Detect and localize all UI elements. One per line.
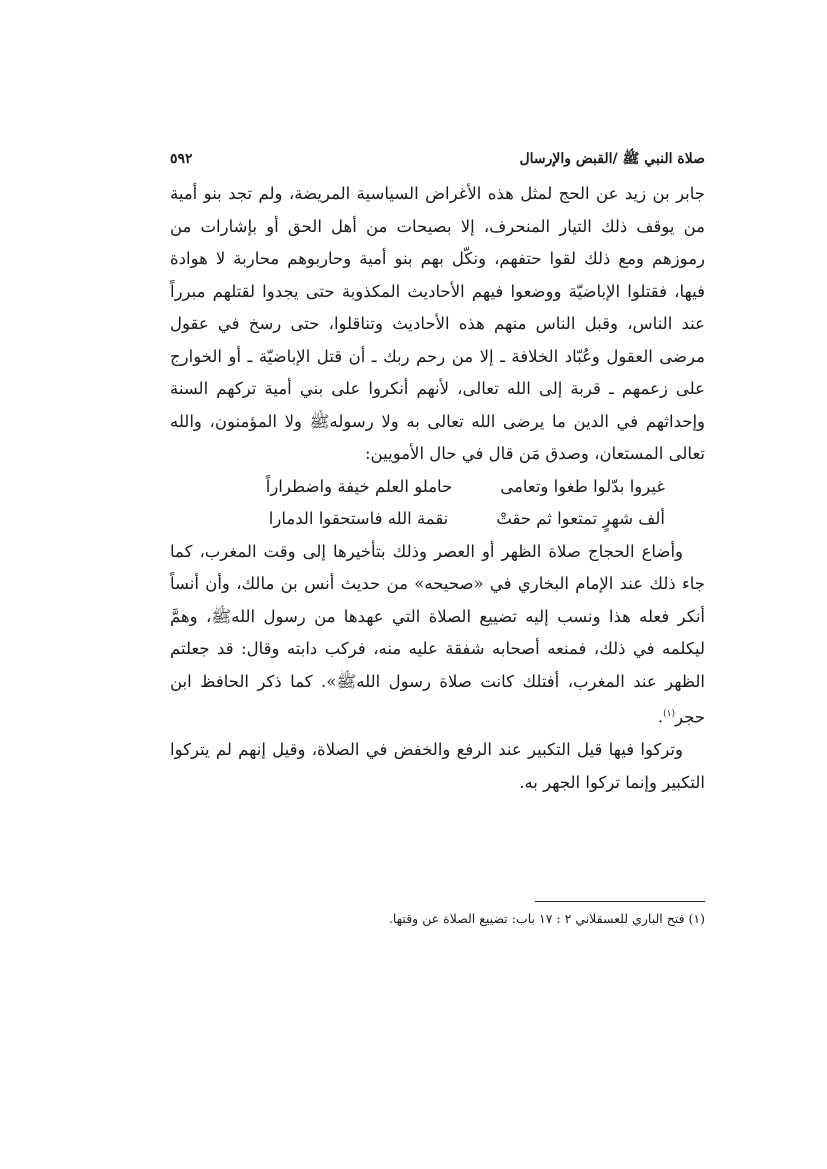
poem [170, 471, 705, 536]
footnote: (١) فتح الباري للعسقلاني ٢ : ١٧ باب: تضييع الصلاة عن وقتها. [388, 911, 705, 926]
book-page [170, 150, 705, 926]
poem-hemistich: حاملو العلم خيفة واضطراراً [265, 476, 453, 496]
poem-line-1 [170, 471, 705, 504]
footnote-divider [535, 901, 705, 902]
running-title: صلاة النبي ﷺ /القبض والإرسال [519, 151, 705, 167]
footnote-marker[interactable]: (١) [663, 709, 676, 719]
poem-line-2 [170, 503, 705, 536]
poem-hemistich: غيروا بدّلوا طغوا وتعامى [500, 476, 665, 496]
paragraph-2-text: وأضاع الحجاج صلاة الظهر أو العصر وذلك بتأخيرها إلى وقت المغرب، كما جاء ذلك عند الإمام البخاري في «صحيحه» من حديث أنس بن مالك، وأن أنساً أنكر فعله هذا ونسب إليه تضييع الصلاة التي عهدها من رسول اللهﷺ، وهمَّ ليكلمه في ذلك، فمنعه أصحابه شفقة عليه منه، فركب دابته وقال: قد جعلتم الظهر عند المغرب، أفتلك كانت صلاة رسول اللهﷺ». كما ذكر الحافظ ابن حجر [170, 541, 705, 727]
paragraph-2-end: . [657, 707, 664, 727]
paragraph-2 [170, 536, 705, 735]
paragraph-1: جابر بن زيد عن الحج لمثل هذه الأغراض السياسية المريضة، ولم تجد بنو أمية من يوقف ذلك التيار المنحرف، إلا بصيحات من أهل الحق أو بإشارات من رموزهم ومع ذلك لقوا حتفهم، ونكّل بهم بنو أمية وحاربوهم محاربة لا هوادة فيها، فقتلوا الإباضيّة ووضعوا فيهم الأحاديث المكذوبة حتى يجدوا لقتلهم مبرراً عند الناس، وقبل الناس منهم هذه الأحاديث وتناقلوا، حتى رسخ في عقول مرضى العقول وعُبّاد الخلافة ـ إلا من رحم ربك ـ أن قتل الإباضيّة ـ أو الخوارج على زعمهم ـ قربة إلى الله تعالى، لأنهم أنكروا على بني أمية تركهم السنة وإحداثهم في الدين ما يرضى الله تعالى به ولا رسولهﷺ ولا المؤمنون، والله تعالى المستعان، وصدق مَن قال في حال الأمويين: [170, 184, 705, 463]
poem-hemistich: نقمة الله فاستحقوا الدمارا [268, 509, 449, 528]
poem-hemistich: ألف شهرٍ تمتعوا ثم حقتْ [496, 509, 665, 528]
page-number: ٥٩٢ [170, 151, 193, 167]
page-header [170, 150, 705, 178]
paragraph-3: وتركوا فيها قيل التكبير عند الرفع والخفض في الصلاة، وقيل إنهم لم يتركوا التكبير وإنما تركوا الجهر به. [170, 740, 705, 792]
